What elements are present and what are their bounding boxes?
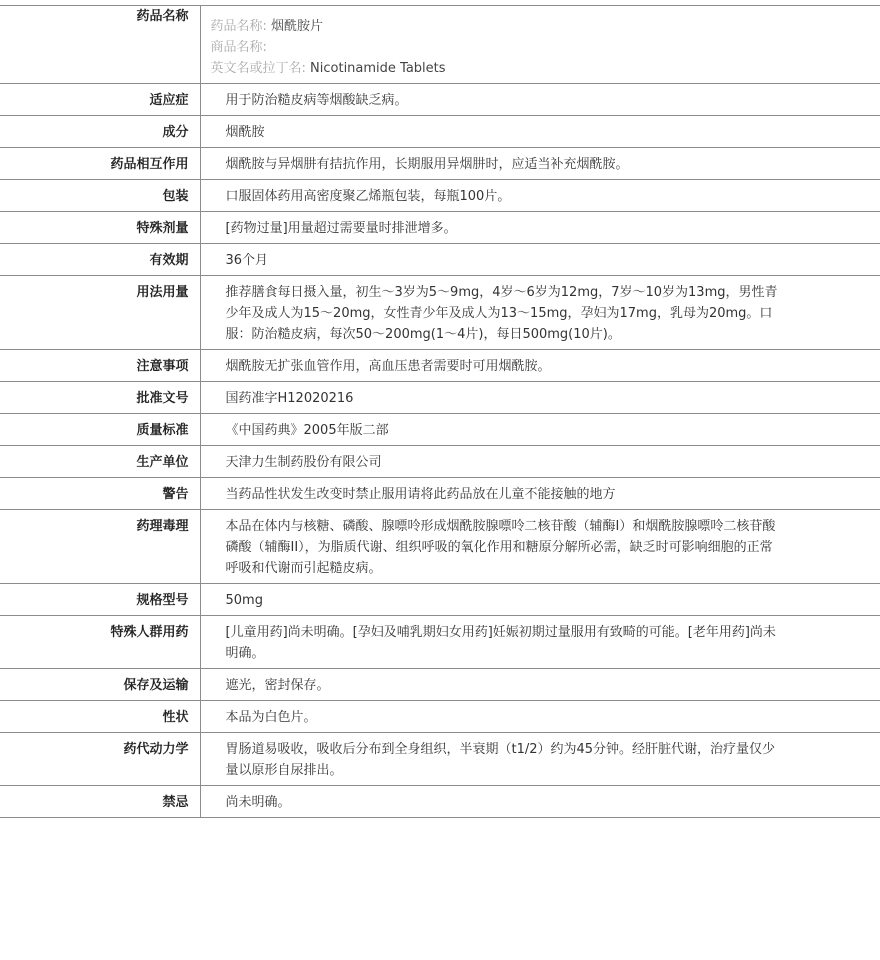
row-label: 规格型号 xyxy=(0,584,200,616)
row-value: 《中国药典》2005年版二部 xyxy=(200,414,880,446)
row-value: 本品在体内与核糖、磷酸、腺嘌呤形成烟酰胺腺嘌呤二核苷酸（辅酶I）和烟酰胺腺嘌呤二核苷酸磷酸（辅酶II），为脂质代谢、组织呼吸的氧化作用和糖原分解所必需，缺乏时可影响细胞的正常呼吸和代谢而引起糙皮病。 xyxy=(200,510,880,584)
row-drug-names xyxy=(0,6,880,84)
row-label: 用法用量 xyxy=(0,276,200,350)
row-label: 成分 xyxy=(0,116,200,148)
table-row xyxy=(0,212,880,244)
row-label: 禁忌 xyxy=(0,786,200,818)
generic-name-line xyxy=(211,16,861,37)
row-value: 烟酰胺无扩张血管作用，高血压患者需要时可用烟酰胺。 xyxy=(200,350,880,382)
row-value: [药物过量]用量超过需要量时排泄增多。 xyxy=(200,212,880,244)
row-label: 批准文号 xyxy=(0,382,200,414)
row-value: [儿童用药]尚未明确。[孕妇及哺乳期妇女用药]妊娠初期过量服用有致畸的可能。[老年用药]尚未明确。 xyxy=(200,616,880,669)
row-label: 药品相互作用 xyxy=(0,148,200,180)
row-value: 口服固体药用高密度聚乙烯瓶包装，每瓶100片。 xyxy=(200,180,880,212)
row-value: 胃肠道易吸收，吸收后分布到全身组织，半衰期（t1/2）约为45分钟。经肝脏代谢，治疗量仅少量以原形自尿排出。 xyxy=(200,733,880,786)
row-value: 36个月 xyxy=(200,244,880,276)
table-row xyxy=(0,350,880,382)
table-row xyxy=(0,478,880,510)
row-label: 质量标准 xyxy=(0,414,200,446)
table-row xyxy=(0,786,880,818)
generic-name-key: 药品名称: xyxy=(210,19,267,34)
trade-name-line xyxy=(211,37,861,58)
table-row xyxy=(0,116,880,148)
table-row xyxy=(0,382,880,414)
table-row xyxy=(0,244,880,276)
table-row xyxy=(0,669,880,701)
row-label: 特殊人群用药 xyxy=(0,616,200,669)
row-value: 国药准字H12020216 xyxy=(200,382,880,414)
row-value: 推荐膳食每日摄入量，初生～3岁为5～9mg，4岁～6岁为12mg，7岁～10岁为13mg，男性青少年及成人为15～20mg，女性青少年及成人为13～15mg，孕妇为17mg，乳母为20mg。口服：防治糙皮病，每次50～200mg(1～4片)，每日500mg(10片)。 xyxy=(200,276,880,350)
row-label: 药品名称 xyxy=(0,6,200,84)
drug-spec-table xyxy=(0,5,880,818)
english-name-line xyxy=(211,58,861,79)
row-label: 生产单位 xyxy=(0,446,200,478)
row-label: 警告 xyxy=(0,478,200,510)
table-row xyxy=(0,701,880,733)
trade-name-key: 商品名称: xyxy=(210,40,267,55)
row-value: 用于防治糙皮病等烟酸缺乏病。 xyxy=(200,84,880,116)
row-value: 本品为白色片。 xyxy=(200,701,880,733)
row-value: 当药品性状发生改变时禁止服用请将此药品放在儿童不能接触的地方 xyxy=(200,478,880,510)
drug-names-cell xyxy=(200,6,880,84)
generic-name-value: 烟酰胺片 xyxy=(271,19,324,34)
row-value: 50mg xyxy=(200,584,880,616)
table-row xyxy=(0,584,880,616)
table-row xyxy=(0,180,880,212)
row-label: 注意事项 xyxy=(0,350,200,382)
row-value: 烟酰胺与异烟肼有拮抗作用，长期服用异烟肼时，应适当补充烟酰胺。 xyxy=(200,148,880,180)
row-label: 性状 xyxy=(0,701,200,733)
row-label: 适应症 xyxy=(0,84,200,116)
english-name-value: Nicotinamide Tablets xyxy=(310,61,446,76)
row-label: 包装 xyxy=(0,180,200,212)
table-row xyxy=(0,84,880,116)
row-label: 有效期 xyxy=(0,244,200,276)
table-row xyxy=(0,414,880,446)
table-row xyxy=(0,148,880,180)
english-name-key: 英文名或拉丁名: xyxy=(210,61,306,76)
row-value: 天津力生制药股份有限公司 xyxy=(200,446,880,478)
table-row xyxy=(0,733,880,786)
row-label: 保存及运输 xyxy=(0,669,200,701)
row-value: 烟酰胺 xyxy=(200,116,880,148)
table-row xyxy=(0,616,880,669)
table-row xyxy=(0,510,880,584)
row-label: 药理毒理 xyxy=(0,510,200,584)
drug-spec-sheet xyxy=(0,5,880,818)
row-label: 药代动力学 xyxy=(0,733,200,786)
table-row xyxy=(0,446,880,478)
table-row xyxy=(0,276,880,350)
row-value: 遮光，密封保存。 xyxy=(200,669,880,701)
row-label: 特殊剂量 xyxy=(0,212,200,244)
row-value: 尚未明确。 xyxy=(200,786,880,818)
